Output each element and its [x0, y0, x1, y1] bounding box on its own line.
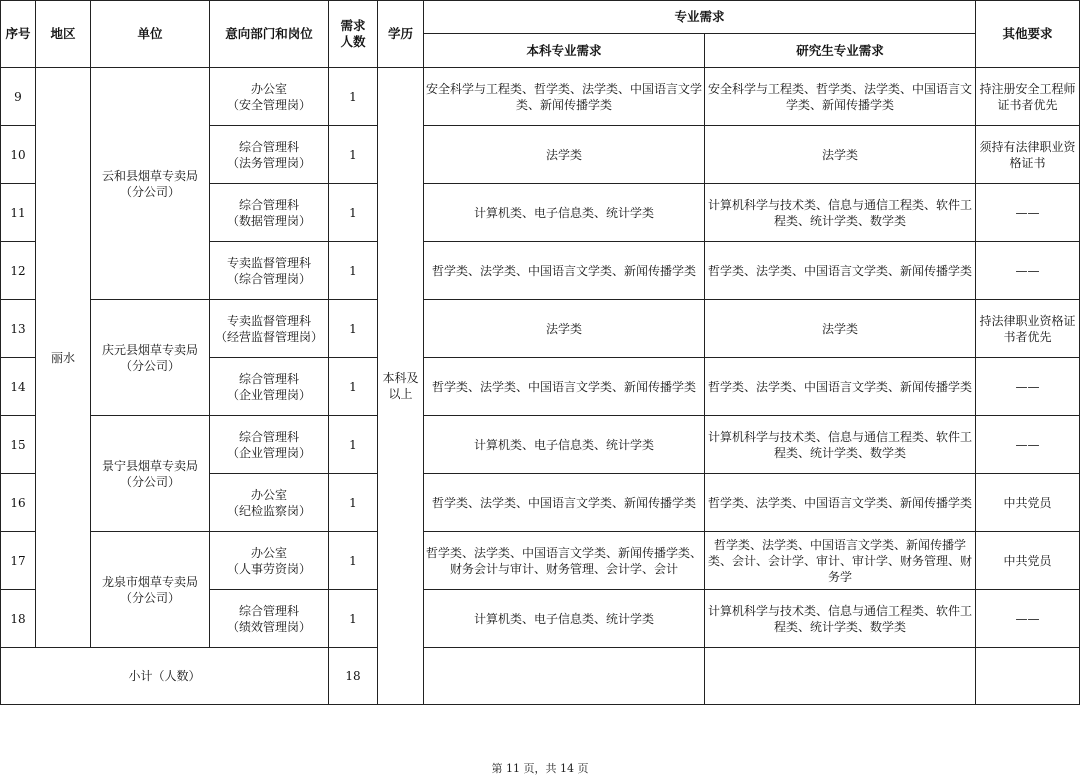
other-cell: 持法律职业资格证书者优先	[976, 300, 1080, 358]
dept-cell: 综合管理科 （企业管理岗）	[210, 416, 329, 474]
header-count: 需求 人数	[329, 1, 378, 68]
graduate-cell: 计算机科学与技术类、信息与通信工程类、软件工程类、统计学类、数学类	[705, 590, 976, 648]
bachelor-cell: 哲学类、法学类、中国语言文学类、新闻传播学类	[424, 358, 705, 416]
unit-cell: 庆元县烟草专卖局 （分公司）	[91, 300, 210, 416]
bachelor-cell: 安全科学与工程类、哲学类、法学类、中国语言文学类、新闻传播学类	[424, 68, 705, 126]
bachelor-cell: 哲学类、法学类、中国语言文学类、新闻传播学类	[424, 474, 705, 532]
bachelor-cell: 哲学类、法学类、中国语言文学类、新闻传播学类	[424, 242, 705, 300]
other-cell: ——	[976, 184, 1080, 242]
header-region: 地区	[36, 1, 91, 68]
count-cell: 1	[329, 590, 378, 648]
subtotal-value: 18	[329, 648, 378, 705]
education-cell: 本科及 以上	[378, 68, 424, 705]
table-row	[1, 532, 1080, 590]
other-cell: ——	[976, 358, 1080, 416]
other-cell: 中共党员	[976, 474, 1080, 532]
count-cell: 1	[329, 474, 378, 532]
subtotal-other-empty	[976, 648, 1080, 705]
graduate-cell: 哲学类、法学类、中国语言文学类、新闻传播学类、会计、会计学、审计、审计学、财务管理、财务学	[705, 532, 976, 590]
other-cell: 中共党员	[976, 532, 1080, 590]
count-cell: 1	[329, 416, 378, 474]
bachelor-cell: 计算机类、电子信息类、统计学类	[424, 184, 705, 242]
header-dept: 意向部门和岗位	[210, 1, 329, 68]
header-graduate: 研究生专业需求	[705, 34, 976, 68]
dept-cell: 专卖监督管理科 （综合管理岗）	[210, 242, 329, 300]
row-seq: 15	[1, 416, 36, 474]
dept-cell: 综合管理科 （数据管理岗）	[210, 184, 329, 242]
unit-cell: 龙泉市烟草专卖局 （分公司）	[91, 532, 210, 648]
header-other: 其他要求	[976, 1, 1080, 68]
graduate-cell: 计算机科学与技术类、信息与通信工程类、软件工程类、统计学类、数学类	[705, 184, 976, 242]
unit-cell: 景宁县烟草专卖局 （分公司）	[91, 416, 210, 532]
graduate-cell: 安全科学与工程类、哲学类、法学类、中国语言文学类、新闻传播学类	[705, 68, 976, 126]
subtotal-bachelor-empty	[424, 648, 705, 705]
count-cell: 1	[329, 300, 378, 358]
dept-cell: 综合管理科 （企业管理岗）	[210, 358, 329, 416]
row-seq: 9	[1, 68, 36, 126]
graduate-cell: 法学类	[705, 300, 976, 358]
subtotal-row	[1, 648, 1080, 705]
count-cell: 1	[329, 184, 378, 242]
other-cell: 须持有法律职业资格证书	[976, 126, 1080, 184]
header-seq: 序号	[1, 1, 36, 68]
other-cell: ——	[976, 416, 1080, 474]
header-unit: 单位	[91, 1, 210, 68]
count-cell: 1	[329, 532, 378, 590]
page-footer: 第 11 页，共 14 页	[491, 762, 589, 775]
row-seq: 10	[1, 126, 36, 184]
row-seq: 17	[1, 532, 36, 590]
bachelor-cell: 法学类	[424, 126, 705, 184]
count-cell: 1	[329, 126, 378, 184]
other-cell: 持注册安全工程师证书者优先	[976, 68, 1080, 126]
count-cell: 1	[329, 358, 378, 416]
other-cell: ——	[976, 242, 1080, 300]
graduate-cell: 法学类	[705, 126, 976, 184]
dept-cell: 办公室 （人事劳资岗）	[210, 532, 329, 590]
table-row	[1, 68, 1080, 126]
row-seq: 12	[1, 242, 36, 300]
graduate-cell: 哲学类、法学类、中国语言文学类、新闻传播学类	[705, 358, 976, 416]
header-bachelor: 本科专业需求	[424, 34, 705, 68]
bachelor-cell: 法学类	[424, 300, 705, 358]
table-row	[1, 300, 1080, 358]
dept-cell: 专卖监督管理科 （经营监督管理岗）	[210, 300, 329, 358]
count-cell: 1	[329, 68, 378, 126]
row-seq: 18	[1, 590, 36, 648]
subtotal-label: 小计（人数）	[1, 648, 329, 705]
graduate-cell: 计算机科学与技术类、信息与通信工程类、软件工程类、统计学类、数学类	[705, 416, 976, 474]
unit-cell: 云和县烟草专卖局 （分公司）	[91, 68, 210, 300]
row-seq: 11	[1, 184, 36, 242]
bachelor-cell: 计算机类、电子信息类、统计学类	[424, 416, 705, 474]
table-row	[1, 416, 1080, 474]
header-major: 专业需求	[424, 1, 976, 34]
dept-cell: 综合管理科 （绩效管理岗）	[210, 590, 329, 648]
graduate-cell: 哲学类、法学类、中国语言文学类、新闻传播学类	[705, 474, 976, 532]
dept-cell: 综合管理科 （法务管理岗）	[210, 126, 329, 184]
region-cell: 丽水	[36, 68, 91, 648]
bachelor-cell: 计算机类、电子信息类、统计学类	[424, 590, 705, 648]
other-cell: ——	[976, 590, 1080, 648]
row-seq: 14	[1, 358, 36, 416]
dept-cell: 办公室 （纪检监察岗）	[210, 474, 329, 532]
subtotal-graduate-empty	[705, 648, 976, 705]
dept-cell: 办公室 （安全管理岗）	[210, 68, 329, 126]
row-seq: 13	[1, 300, 36, 358]
row-seq: 16	[1, 474, 36, 532]
graduate-cell: 哲学类、法学类、中国语言文学类、新闻传播学类	[705, 242, 976, 300]
bachelor-cell: 哲学类、法学类、中国语言文学类、新闻传播学类、财务会计与审计、财务管理、会计学、会计	[424, 532, 705, 590]
count-cell: 1	[329, 242, 378, 300]
header-education: 学历	[378, 1, 424, 68]
